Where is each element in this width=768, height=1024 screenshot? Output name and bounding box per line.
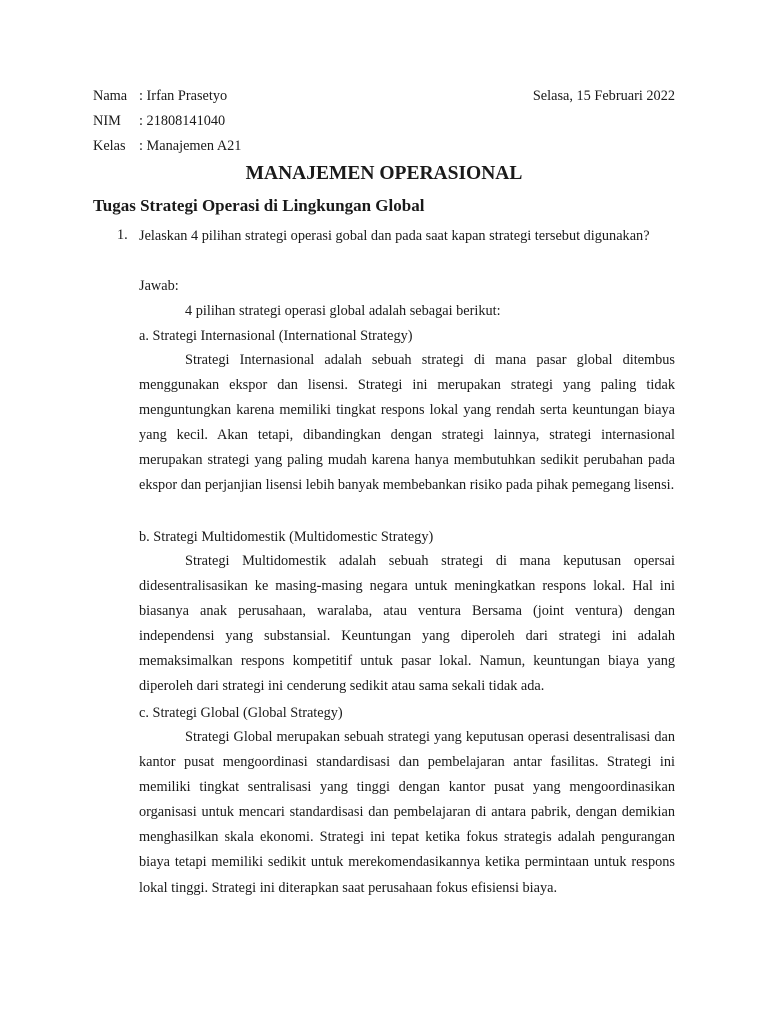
section-body-global-text: Strategi Global merupakan sebuah strategi yang keputusan operasi desentralisasi dan kantor pusat mengoordinasi standardisasi dan pembelajaran antar fasilitas. Strategi ini memiliki tingkat sentralisasi yang tinggi dengan kantor pusat yang mengoordinasikan organisasi untuk mencari standardisasi dan pembelajaran di antara pabrik, dengan demikian menghasilkan skala ekonomi. Strategi ini tepat ketika fokus strategis adalah pengurangan biaya tetapi memiliki sedikit untuk merekomendasikannya ketika permintaan untuk respons lokal tinggi. Strategi ini diterapkan saat perusahaan fokus efisiensi biaya.	[139, 729, 675, 896]
page-title: MANAJEMEN OPERASIONAL	[245, 163, 523, 184]
section-heading-multidomestic: b. Strategi Multidomestik (Multidomestic Strategy)	[139, 529, 434, 545]
section-heading-international: a. Strategi Internasional (International Strategy)	[139, 328, 413, 344]
nama-label: Nama	[93, 88, 128, 104]
section-body-multidomestic-text: Strategi Multidomestik adalah sebuah strategi di mana keputusan opersai didesentralisasikan ke masing-masing negara untuk meningkatkan respons lokal. Hal ini biasanya anak perusahaan, waralaba, atau ventura Bersama (joint ventura) dengan independensi yang substansial. Keuntungan yang diperoleh dari strategi ini adalah memaksimalkan respons kompetitif untuk pasar lokal. Namun, keuntungan biaya yang diperoleh dari strategi ini cenderung sedikit atau sama sekali tidak ada.	[139, 553, 675, 695]
section-body-multidomestic	[139, 549, 675, 700]
answer-intro: 4 pilihan strategi operasi global adalah sebagai berikut:	[185, 303, 501, 319]
kelas-label: Kelas	[93, 138, 126, 154]
section-body-international	[139, 348, 675, 499]
nim-label: NIM	[93, 113, 121, 129]
kelas-value: : Manajemen A21	[139, 138, 242, 154]
answer-label: Jawab:	[139, 278, 179, 294]
section-body-international-text: Strategi Internasional adalah sebuah strategi di mana pasar global ditembus menggunakan ekspor dan lisensi. Strategi ini merupakan strategi yang paling tidak menguntungkan karena memiliki tingkat respons lokal yang rendah serta keuntungan biaya yang kecil. Akan tetapi, dibandingkan dengan strategi lainnya, strategi internasional merupakan strategi yang paling mudah karena hanya membutuhkan sedikit perubahan pada ekspor dan perjanjian lisensi lebih banyak membebankan risiko pada pihak pemegang lisensi.	[139, 352, 675, 494]
nim-value: : 21808141040	[139, 113, 226, 129]
question-text: Jelaskan 4 pilihan strategi operasi gobal dan pada saat kapan strategi tersebut digunakan?	[139, 228, 650, 244]
assignment-subtitle: Tugas Strategi Operasi di Lingkungan Global	[93, 196, 425, 215]
question-number: 1.	[117, 227, 128, 243]
nama-value: : Irfan Prasetyo	[139, 88, 228, 104]
section-body-global	[139, 725, 675, 901]
section-heading-global: c. Strategi Global (Global Strategy)	[139, 705, 343, 721]
document-date: Selasa, 15 Februari 2022	[532, 88, 675, 104]
